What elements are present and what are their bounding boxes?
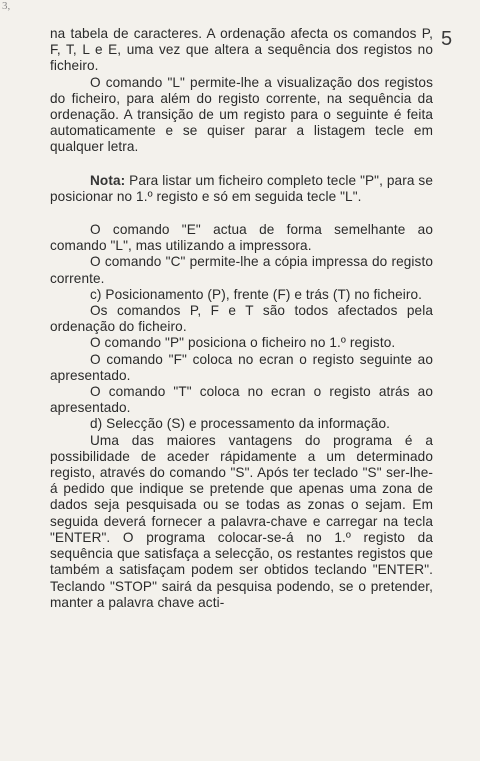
note-text: Para listar um ficheiro completo tecle "P", para se posicionar no 1.º registo e só em seguida tecle "L". (50, 172, 433, 204)
paragraph: O comando "L" permite-lhe a visualização dos registos do ficheiro, para além do registo corrente, na sequência da ordenação. A transição de um registo para o seguinte é feita automaticamente e se quiser parar a listagem tecle em qualquer letra. (50, 74, 433, 155)
paragraph: na tabela de caracteres. A ordenação afecta os comandos P, F, T, L e E, uma vez que altera a sequência dos registos no ficheiro. (50, 26, 433, 74)
corner-mark: 3, (2, 0, 11, 12)
paragraph: O comando "P" posiciona o ficheiro no 1.º registo. (90, 335, 396, 351)
body-text (50, 26, 433, 611)
paragraph: O comando "E" actua de forma semelhante ao comando "L", mas utilizando a impressora. (50, 222, 433, 254)
section-heading: c) Posicionamento (P), frente (F) e trás (T) no ficheiro. (90, 286, 423, 302)
paragraph: O comando "T" coloca no ecran o registo atrás ao apresentado. (50, 384, 433, 416)
paragraph: Uma das maiores vantagens do programa é a possibilidade de aceder rápidamente a um determinado registo, através do comando "S". Após ter teclado "S" ser-lhe-á pedido que indique se pretende que apenas uma zona de dados seja pesquisada ou se todas as zonas o sejam. Em seguida deverá fornecer a palavra-chave e carregar na tecla "ENTER". O programa colocar-se-á no 1.º registo da sequência que satisfaça a selecção, os restantes registos que também a satisfaçam podem ser obtidos teclando "ENTER". Teclando "STOP" sairá da pesquisa podendo, se o pretender, manter a palavra chave acti- (50, 432, 433, 610)
page-number: 5 (441, 28, 453, 50)
paragraph: O comando "C" permite-lhe a cópia impressa do registo corrente. (50, 254, 433, 286)
note-paragraph (50, 173, 433, 205)
paragraph: Os comandos P, F e T são todos afectados pela ordenação do ficheiro. (50, 303, 433, 335)
note-label: Nota: (90, 172, 126, 188)
paragraph: O comando "F" coloca no ecran o registo seguinte ao apresentado. (50, 351, 433, 383)
section-heading: d) Selecção (S) e processamento da informação. (90, 416, 391, 432)
